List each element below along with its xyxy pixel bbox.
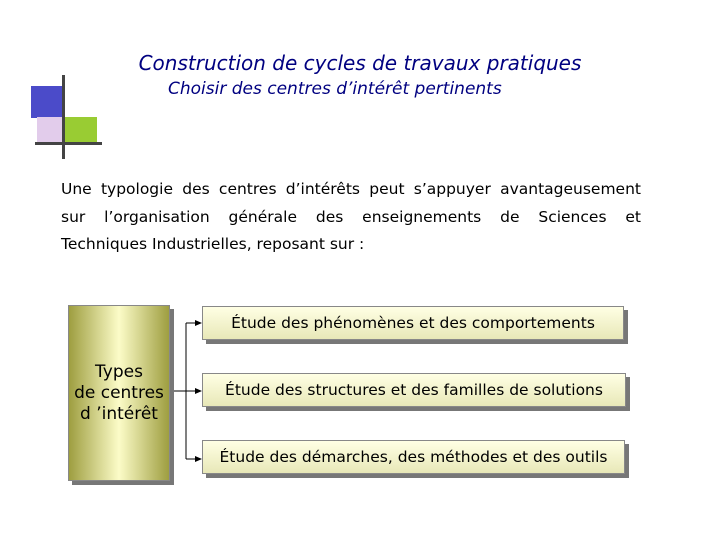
item-box-structures: Étude des structures et des familles de solutions (202, 373, 626, 407)
item-box-demarches: Étude des démarches, des méthodes et des outils (202, 440, 625, 474)
types-label-line: d ’intérêt (80, 403, 158, 424)
arrow-head-3 (195, 456, 202, 462)
slide-title: Construction de cycles de travaux pratiques (138, 51, 582, 75)
item-box-phenomenes: Étude des phénomènes et des comportements (202, 306, 624, 340)
arrow-head-2 (195, 388, 202, 394)
types-box (68, 305, 170, 481)
types-label (74, 362, 164, 425)
types-label-line: Types (95, 361, 143, 382)
types-label-line: de centres (74, 382, 164, 403)
intro-line: sur l’organisation générale des enseignements de Sciences et (61, 207, 641, 226)
intro-line: Techniques Industrielles, reposant sur : (61, 235, 365, 253)
arrow-head-1 (195, 320, 202, 326)
slide-subtitle: Choisir des centres d’intérêt pertinents (168, 79, 502, 99)
intro-line: Une typologie des centres d’intérêts peut s’appuyer avantageusement (61, 180, 641, 198)
